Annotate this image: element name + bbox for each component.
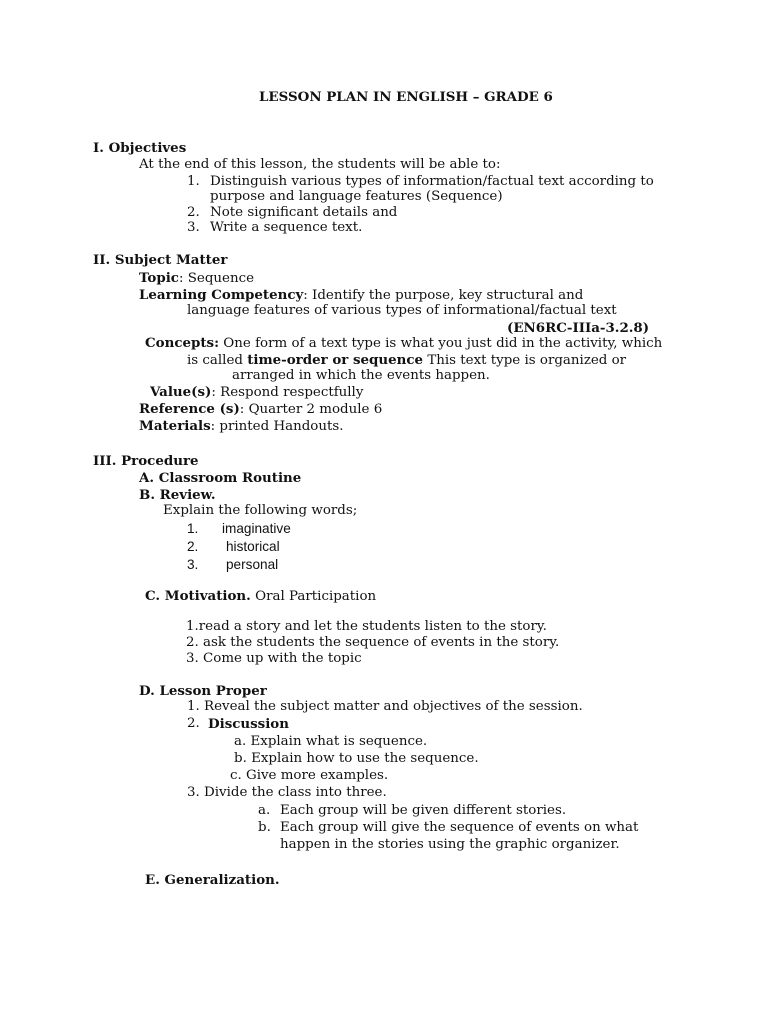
lesson-proper-item: 3. Divide the class into three. <box>187 785 387 800</box>
reference-label: Reference (s) <box>139 401 240 417</box>
competency-label: Learning Competency <box>139 287 304 303</box>
competency-line <box>139 287 583 304</box>
classroom-routine-heading: A. Classroom Routine <box>139 470 302 486</box>
lesson-proper-number: 2. <box>187 716 200 731</box>
group-text: happen in the stories using the graphic organizer. <box>280 837 620 852</box>
review-number: 1. <box>187 521 199 536</box>
reference-value: : Quarter 2 module 6 <box>239 402 383 417</box>
discussion-item: a. Explain what is sequence. <box>234 734 428 749</box>
concepts-text: is called <box>187 353 248 368</box>
values-label: Value(s) <box>150 384 212 400</box>
concepts-text: One form of a text type is what you just did in the activity, which <box>219 336 663 351</box>
concepts-text: This text type is organized or <box>423 353 627 368</box>
group-text: Each group will give the sequence of events on what <box>280 820 639 835</box>
concepts-line <box>145 335 662 352</box>
subject-matter-heading: II. Subject Matter <box>93 252 228 268</box>
objective-text: Write a sequence text. <box>210 220 363 235</box>
review-word: imaginative <box>222 521 291 536</box>
topic-line <box>139 270 254 287</box>
objective-text: purpose and language features (Sequence) <box>210 189 503 204</box>
objectives-heading: I. Objectives <box>93 140 187 156</box>
lesson-proper-heading: D. Lesson Proper <box>139 683 267 699</box>
materials-value: : printed Handouts. <box>210 419 344 434</box>
review-number: 2. <box>187 539 199 554</box>
objectives-intro: At the end of this lesson, the students will be able to: <box>139 157 501 172</box>
materials-label: Materials <box>139 418 211 434</box>
discussion-label: Discussion <box>208 716 289 732</box>
concepts-term: time-order or sequence <box>247 352 424 368</box>
group-letter: a. <box>258 803 271 818</box>
review-number: 3. <box>187 557 199 572</box>
objective-number: 2. <box>187 205 200 220</box>
motivation-item: 1.read a story and let the students listen to the story. <box>186 619 547 634</box>
review-word: historical <box>226 539 280 554</box>
procedure-heading: III. Procedure <box>93 453 199 469</box>
topic-label: Topic <box>139 270 179 286</box>
competency-text: language features of various types of informational/factual text <box>187 303 617 318</box>
review-intro: Explain the following words; <box>163 503 358 518</box>
motivation-value: Oral Participation <box>250 589 377 604</box>
competency-code: (EN6RC-IIIa-3.2.8) <box>507 320 650 336</box>
motivation-label: C. Motivation. <box>145 588 251 604</box>
reference-line <box>139 401 382 418</box>
group-text: Each group will be given different stories. <box>280 803 567 818</box>
generalization-heading: E. Generalization. <box>145 872 280 888</box>
lesson-proper-item: 1. Reveal the subject matter and objectives of the session. <box>187 699 583 714</box>
objective-number: 1. <box>187 174 200 189</box>
concepts-text: arranged in which the events happen. <box>232 368 490 383</box>
concepts-line <box>187 352 626 369</box>
discussion-item: b. Explain how to use the sequence. <box>234 751 479 766</box>
motivation-item: 2. ask the students the sequence of events in the story. <box>186 635 560 650</box>
page-title: LESSON PLAN IN ENGLISH – GRADE 6 <box>259 89 553 105</box>
objective-text: Distinguish various types of information/factual text according to <box>210 174 654 189</box>
review-word: personal <box>226 557 279 572</box>
topic-value: : Sequence <box>178 271 255 286</box>
materials-line <box>139 418 344 435</box>
group-letter: b. <box>258 820 271 835</box>
motivation-line <box>145 588 376 605</box>
values-value: : Respond respectfully <box>211 385 364 400</box>
concepts-label: Concepts: <box>145 335 220 351</box>
objective-text: Note significant details and <box>210 205 398 220</box>
motivation-item: 3. Come up with the topic <box>186 651 362 666</box>
values-line <box>150 384 363 401</box>
review-heading: B. Review. <box>139 487 216 503</box>
competency-value: : Identify the purpose, key structural and <box>303 288 584 303</box>
objective-number: 3. <box>187 220 200 235</box>
discussion-item: c. Give more examples. <box>230 768 389 783</box>
